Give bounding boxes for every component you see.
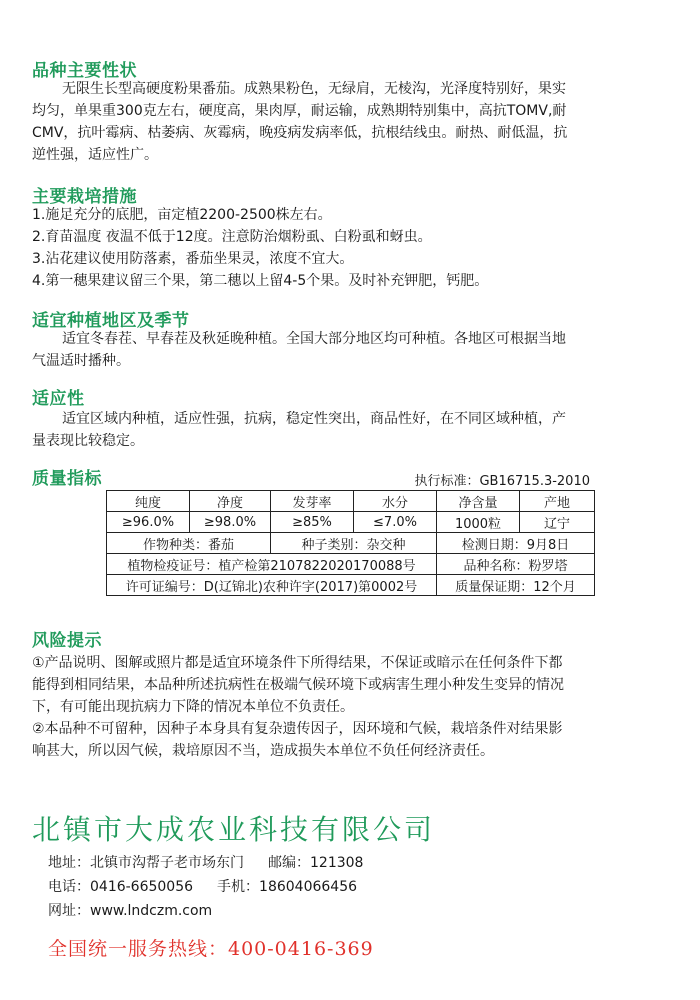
cultivation-section-title: 主要栽培措施 — [32, 187, 137, 207]
risk-line: 能得到相同结果，本品种所述抗病性在极端气候环境下或病害生理小种发生变异的情况 — [32, 677, 564, 693]
phone-text: 电话：0416-6650056 — [48, 879, 194, 895]
risk-description — [32, 652, 676, 762]
company-name: 北镇市大成农业科技有限公司 — [32, 813, 436, 846]
variety-description — [32, 78, 676, 166]
table-row — [107, 533, 595, 554]
variety-name: 品种名称：粉罗塔 — [437, 554, 595, 575]
table-row — [107, 512, 595, 533]
postcode-text: 邮编：121308 — [268, 855, 364, 871]
value-origin: 辽宁 — [520, 512, 595, 533]
mobile-text: 手机：18604066456 — [217, 879, 358, 895]
quality-table — [106, 490, 595, 596]
license-number: 许可证编号：D(辽锦北)农种许字(2017)第0002号 — [107, 575, 437, 596]
quarantine-number: 植物检疫证号：植产检第2107822020170088号 — [107, 554, 437, 575]
variety-line: 逆性强，适应性广。 — [32, 147, 158, 163]
region-section-title: 适宜种植地区及季节 — [32, 311, 190, 331]
website-link[interactable]: 网址：www.lndczm.com — [48, 903, 213, 919]
service-hotline: 全国统一服务热线：400-0416-369 — [48, 938, 374, 960]
phone-row — [48, 876, 357, 898]
adaptability-section-title: 适应性 — [32, 389, 85, 409]
value-purity: ≥96.0% — [107, 512, 190, 533]
value-cleanliness: ≥98.0% — [190, 512, 271, 533]
region-line: 适宜冬春茬、早春茬及秋延晚种植。全国大部分地区均可种植。各地区可根据当地 — [62, 331, 566, 347]
value-germination: ≥85% — [271, 512, 354, 533]
cultivation-item: 2.育苗温度 夜温不低于12度。注意防治烟粉虱、白粉虱和蚜虫。 — [32, 229, 432, 245]
header-moisture: 水分 — [354, 491, 437, 512]
adaptability-description — [32, 408, 676, 452]
header-purity: 纯度 — [107, 491, 190, 512]
risk-line: ①产品说明、图解或照片都是适宜环境条件下所得结果，不保证或暗示在任何条件下都 — [32, 655, 563, 671]
crop-type: 作物种类：番茄 — [107, 533, 271, 554]
cultivation-item: 3.沾花建议使用防落素，番茄坐果灵，浓度不宜大。 — [32, 251, 354, 267]
table-row — [107, 491, 595, 512]
risk-section-title: 风险提示 — [32, 631, 102, 651]
variety-section-title: 品种主要性状 — [32, 61, 137, 81]
risk-line: ②本品种不可留种，因种子本身具有复杂遗传因子，因环境和气候，栽培条件对结果影 — [32, 721, 563, 737]
cultivation-item: 4.第一穗果建议留三个果，第二穗以上留4-5个果。及时补充钾肥，钙肥。 — [32, 273, 489, 289]
risk-line: 下，有可能出现抗病力下降的情况本单位不负责任。 — [32, 699, 354, 715]
variety-line: 均匀，单果重300克左右，硬度高，果肉厚，耐运输，成熟期特别集中，高抗TOMV,耐 — [32, 103, 567, 119]
address-row — [48, 852, 363, 874]
risk-line: 响甚大，所以因气候，栽培原因不当，造成损失本单位不负任何经济责任。 — [32, 743, 494, 759]
header-cleanliness: 净度 — [190, 491, 271, 512]
region-line: 气温适时播种。 — [32, 353, 130, 369]
value-net-content: 1000粒 — [437, 512, 520, 533]
header-net-content: 净含量 — [437, 491, 520, 512]
quality-section-title: 质量指标 — [32, 469, 102, 489]
value-moisture: ≤7.0% — [354, 512, 437, 533]
test-date: 检测日期：9月8日 — [437, 533, 595, 554]
seed-type: 种子类别：杂交种 — [271, 533, 437, 554]
cultivation-item: 1.施足充分的底肥，亩定植2200-2500株左右。 — [32, 207, 332, 223]
table-row — [107, 575, 595, 596]
standard-label: 执行标准：GB16715.3-2010 — [414, 474, 590, 489]
region-description — [32, 328, 676, 372]
adaptability-line: 量表现比较稳定。 — [32, 433, 144, 449]
header-origin: 产地 — [520, 491, 595, 512]
adaptability-line: 适宜区域内种植，适应性强，抗病，稳定性突出，商品性好，在不同区域种植，产 — [62, 411, 566, 427]
website-row — [48, 900, 212, 922]
table-row — [107, 554, 595, 575]
variety-line: 无限生长型高硬度粉果番茄。成熟果粉色，无绿肩，无棱沟，光泽度特别好，果实 — [62, 81, 566, 97]
address-text: 地址：北镇市沟帮子老市场东门 — [48, 855, 244, 871]
header-germination: 发芽率 — [271, 491, 354, 512]
warranty-period: 质量保证期：12个月 — [437, 575, 595, 596]
variety-line: CMV，抗叶霉病、枯萎病、灰霉病，晚疫病发病率低，抗根结线虫。耐热、耐低温，抗 — [32, 125, 568, 141]
